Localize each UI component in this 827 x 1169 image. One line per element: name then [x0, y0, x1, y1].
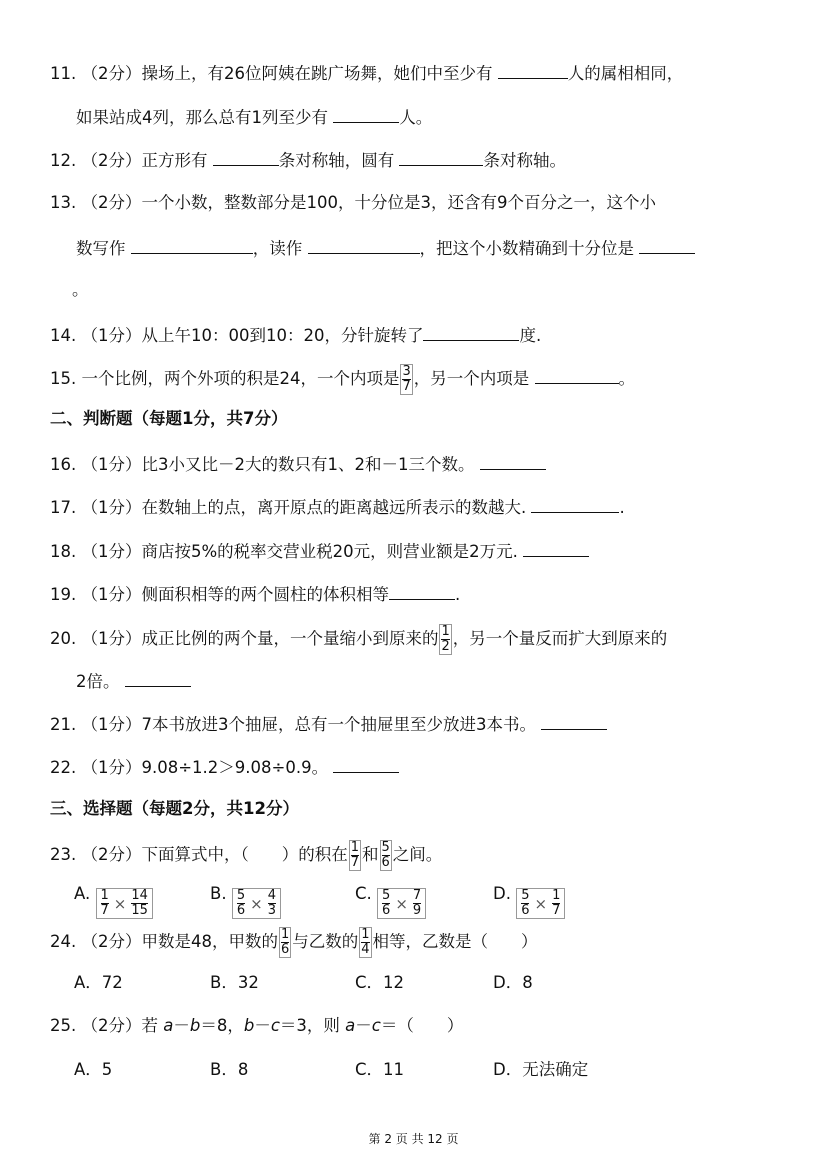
page-footer: 第 2 页 共 12 页 — [368, 1132, 459, 1146]
option-a[interactable]: A. $\frac{1}{7}$ × $\frac{14}{15}$ — [74, 882, 153, 919]
question-13-line2: 数写作 ，读作 ，把这个小数精确到十分位是 — [76, 235, 695, 261]
answer-blank[interactable] — [541, 711, 607, 730]
answer-blank[interactable] — [639, 235, 695, 254]
question-19: 19. （1分）侧面积相等的两个圆柱的体积相等 . — [50, 581, 460, 607]
question-22: 22. （1分）9.08÷1.2＞9.08÷0.9。 — [50, 754, 399, 780]
section-heading-judgement: 二、判断题（每题1分，共7分） — [50, 409, 288, 428]
answer-blank[interactable] — [531, 494, 619, 513]
question-21: 21. （1分）7本书放进3个抽屉，总有一个抽屉里至少放进3本书。 — [50, 711, 607, 737]
option-d[interactable]: D．无法确定 — [493, 1060, 589, 1079]
answer-blank[interactable] — [423, 322, 519, 341]
question-12: 12. （2分）正方形有 条对称轴，圆有 条对称轴。 — [50, 147, 566, 173]
product-expression: $\frac{5}{6}$ × $\frac{7}{9}$ — [377, 888, 426, 919]
option-d[interactable]: D. $\frac{5}{6}$ × $\frac{1}{7}$ — [493, 882, 565, 919]
question-13-line1: 13. （2分）一个小数，整数部分是100，十分位是3，还含有9个百分之一，这个小 — [50, 193, 656, 212]
answer-blank[interactable] — [333, 754, 399, 773]
question-25: 25. （2分）若 a－b＝8，b－c＝3，则 a－c＝（ ） — [50, 1016, 464, 1035]
fraction: $\frac{1}{7}$ — [350, 840, 360, 870]
option-a[interactable]: A．5 — [74, 1060, 113, 1079]
question-24: 24. （2分）甲数是48，甲数的 $\frac{1}{6}$ 与乙数的 $\frac{1}{4}$ 相等，乙数是（ ） — [50, 927, 538, 957]
question-20-line2: 2倍。 — [76, 668, 191, 694]
question-13-line3: 。 — [72, 280, 89, 299]
fraction: $\frac{1}{2}$ — [441, 624, 450, 654]
answer-blank[interactable] — [131, 235, 253, 254]
fraction: $\frac{5}{6}$ — [381, 840, 390, 870]
answer-blank[interactable] — [333, 104, 399, 123]
question-18: 18. （1分）商店按5%的税率交营业税20元，则营业额是2万元. — [50, 538, 589, 564]
answer-blank[interactable] — [535, 365, 619, 384]
product-expression: $\frac{1}{7}$ × $\frac{14}{15}$ — [96, 888, 153, 919]
answer-blank[interactable] — [498, 60, 568, 79]
option-b[interactable]: B. $\frac{5}{6}$ × $\frac{4}{3}$ — [210, 882, 281, 919]
answer-blank[interactable] — [399, 147, 483, 166]
answer-blank[interactable] — [480, 451, 546, 470]
question-16: 16. （1分）比3小又比－2大的数只有1、2和－1三个数。 — [50, 451, 546, 477]
product-expression: $\frac{5}{6}$ × $\frac{1}{7}$ — [516, 888, 565, 919]
fraction: $\frac{1}{6}$ — [280, 927, 290, 957]
question-23: 23. （2分）下面算式中，（ ）的积在 $\frac{1}{7}$ 和 $\frac{5}{6}$ 之间。 — [50, 840, 443, 870]
fraction: $\frac{1}{4}$ — [361, 927, 370, 957]
product-expression: $\frac{5}{6}$ × $\frac{4}{3}$ — [232, 888, 281, 919]
question-11-line1: 11. （2分）操场上，有26位阿姨在跳广场舞，她们中至少有 人的属相相同， — [50, 60, 683, 86]
option-c[interactable]: C. $\frac{5}{6}$ × $\frac{7}{9}$ — [355, 882, 426, 919]
option-c[interactable]: C．12 — [355, 973, 405, 992]
option-a[interactable]: A．72 — [74, 973, 123, 992]
answer-blank[interactable] — [213, 147, 279, 166]
question-17: 17. （1分）在数轴上的点，离开原点的距离越远所表示的数越大. . — [50, 494, 625, 520]
fraction: $\frac{3}{7}$ — [402, 364, 411, 394]
answer-blank[interactable] — [308, 235, 420, 254]
question-20-line1: 20. （1分）成正比例的两个量，一个量缩小到原来的 $\frac{1}{2}$ ，另一个量反而扩大到原来的 — [50, 624, 668, 654]
answer-blank[interactable] — [389, 581, 455, 600]
answer-blank[interactable] — [125, 668, 191, 687]
option-b[interactable]: B．8 — [210, 1060, 249, 1079]
option-d[interactable]: D．8 — [493, 973, 533, 992]
option-c[interactable]: C．11 — [355, 1060, 405, 1079]
section-heading-choice: 三、选择题（每题2分，共12分） — [50, 799, 299, 818]
question-15: 15. 一个比例，两个外项的积是24，一个内项是 $\frac{3}{7}$ ，另一个内项是 。 — [50, 364, 636, 394]
answer-blank[interactable] — [523, 538, 589, 557]
question-11-line2: 如果站成4列，那么总有1列至少有 人。 — [76, 104, 432, 130]
question-14: 14. （1分）从上午10：00到10：20，分针旋转了 度. — [50, 322, 541, 348]
option-b[interactable]: B．32 — [210, 973, 259, 992]
